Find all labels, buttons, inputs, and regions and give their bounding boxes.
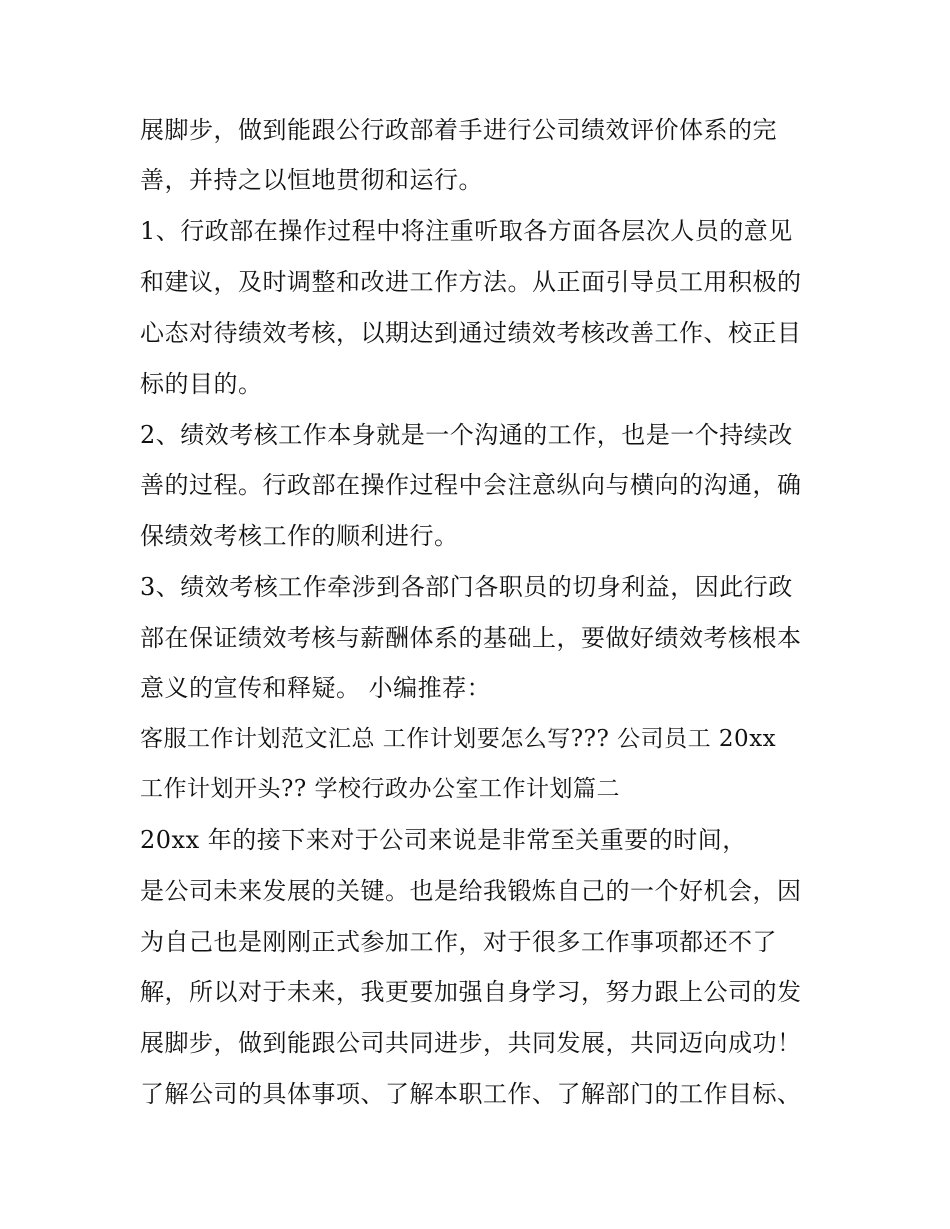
text-line: 2、绩效考核工作本身就是一个沟通的工作，也是一个持续改 xyxy=(140,421,793,449)
text-line: 展脚步，做到能跟公司共同进步，共同发展，共同迈向成功！ xyxy=(140,1029,802,1057)
text-line: 是公司未来发展的关键。也是给我锻炼自己的一个好机会，因 xyxy=(140,877,802,905)
text-line: 解，所以对于未来，我更要加强自身学习，努力跟上公司的发 xyxy=(140,978,802,1006)
text-line: 了解公司的具体事项、了解本职工作、了解部门的工作目标、 xyxy=(140,1080,802,1108)
text-line: 为自己也是刚刚正式参加工作，对于很多工作事项都还不了 xyxy=(140,928,777,956)
text-line: 工作计划开头?? 学校行政办公室工作计划篇二 xyxy=(140,776,620,802)
text-line: 心态对待绩效考核，以期达到通过绩效考核改善工作、校正目 xyxy=(140,319,802,347)
text-line: 20xx 年的接下来对于公司来说是非常至关重要的时间， xyxy=(140,826,747,854)
text-line: 标的目的。 xyxy=(140,370,263,398)
text-line: 部在保证绩效考核与薪酬体系的基础上，要做好绩效考核根本 xyxy=(140,624,802,652)
text-line: 意义的宣传和释疑。 小编推荐： xyxy=(140,674,492,702)
text-line: 和建议，及时调整和改进工作方法。从正面引导员工用积极的 xyxy=(140,268,802,296)
text-line: 客服工作计划范文汇总 工作计划要怎么写??? 公司员工 20xx xyxy=(140,726,777,752)
text-line: 展脚步，做到能跟公行政部着手进行公司绩效评价体系的完 xyxy=(140,116,777,144)
text-line: 保绩效考核工作的顺利进行。 xyxy=(140,522,459,550)
text-line: 善，并持之以恒地贯彻和运行。 xyxy=(140,166,483,194)
text-line: 1、行政部在操作过程中将注重听取各方面各层次人员的意见 xyxy=(140,217,793,245)
text-line: 3、绩效考核工作牵涉到各部门各职员的切身利益，因此行政 xyxy=(140,573,793,601)
text-line: 善的过程。行政部在操作过程中会注意纵向与横向的沟通，确 xyxy=(140,471,802,499)
